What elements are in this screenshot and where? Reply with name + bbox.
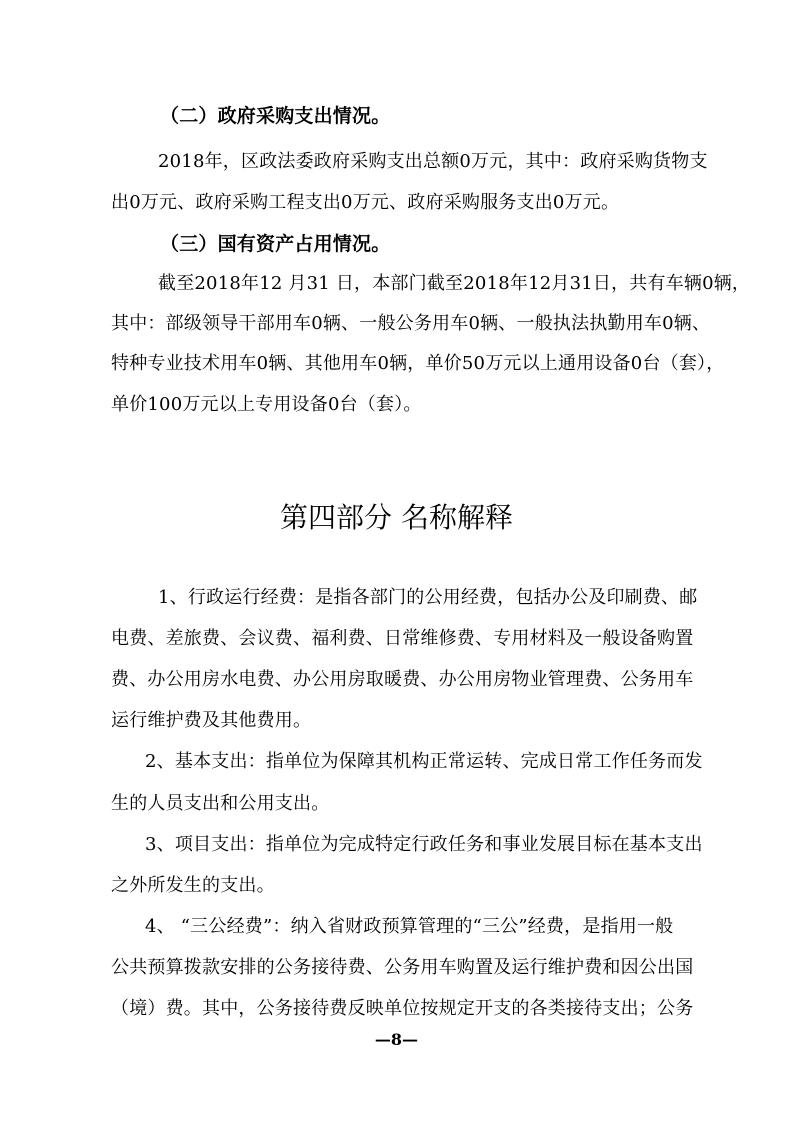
paragraph-line: 电费、差旅费、会议费、福利费、日常维修费、专用材料及一般设备购置 (111, 628, 694, 649)
section-heading-state-assets: （三）国有资产占用情况。 (160, 233, 391, 255)
paragraph-line: 生的人员支出和公用支出。 (111, 793, 330, 814)
paragraph-line: 费、办公用房水电费、办公用房取暖费、办公用房物业管理费、公务用车 (111, 669, 694, 690)
paragraph-line: 1、行政运行经费：是指各部门的公用经费，包括办公及印刷费、邮 (158, 587, 698, 608)
section-heading-gov-procurement: （二）政府采购支出情况。 (160, 105, 391, 127)
paragraph-line: 2018年，区政法委政府采购支出总额0万元，其中：政府采购货物支 (158, 151, 708, 172)
part-four-title: 第四部分 名称解释 (280, 501, 513, 534)
paragraph-line: 之外所发生的支出。 (111, 875, 275, 896)
page-number: —8— (374, 1030, 419, 1049)
paragraph-line: 单价100万元以上专用设备0台（套）。 (111, 394, 422, 415)
paragraph-line: 截至2018年12 月31 日，本部门截至2018年12月31日，共有车辆0辆， (158, 273, 751, 294)
paragraph-line: 运行维护费及其他费用。 (111, 710, 312, 731)
paragraph-line: 3、项目支出：指单位为完成特定行政任务和事业发展目标在基本支出 (145, 834, 703, 855)
paragraph-line: 4、 “三公经费”：纳入省财政预算管理的“三公”经费，是指用一般 (145, 916, 674, 937)
paragraph-line: 特种专业技术用车0辆、其他用车0辆，单价50万元以上通用设备0台（套）， (111, 353, 725, 374)
paragraph-line: 其中：部级领导干部用车0辆、一般公务用车0辆、一般执法执勤用车0辆、 (111, 313, 711, 334)
paragraph-line: 出0万元、政府采购工程支出0万元、政府采购服务支出0万元。 (111, 192, 620, 213)
paragraph-line: （境）费。其中，公务接待费反映单位按规定开支的各类接待支出；公务 (111, 998, 694, 1019)
paragraph-line: 2、基本支出：指单位为保障其机构正常运转、完成日常工作任务而发 (145, 751, 703, 772)
paragraph-line: 公共预算拨款安排的公务接待费、公务用车购置及运行维护费和因公出国 (111, 957, 694, 978)
